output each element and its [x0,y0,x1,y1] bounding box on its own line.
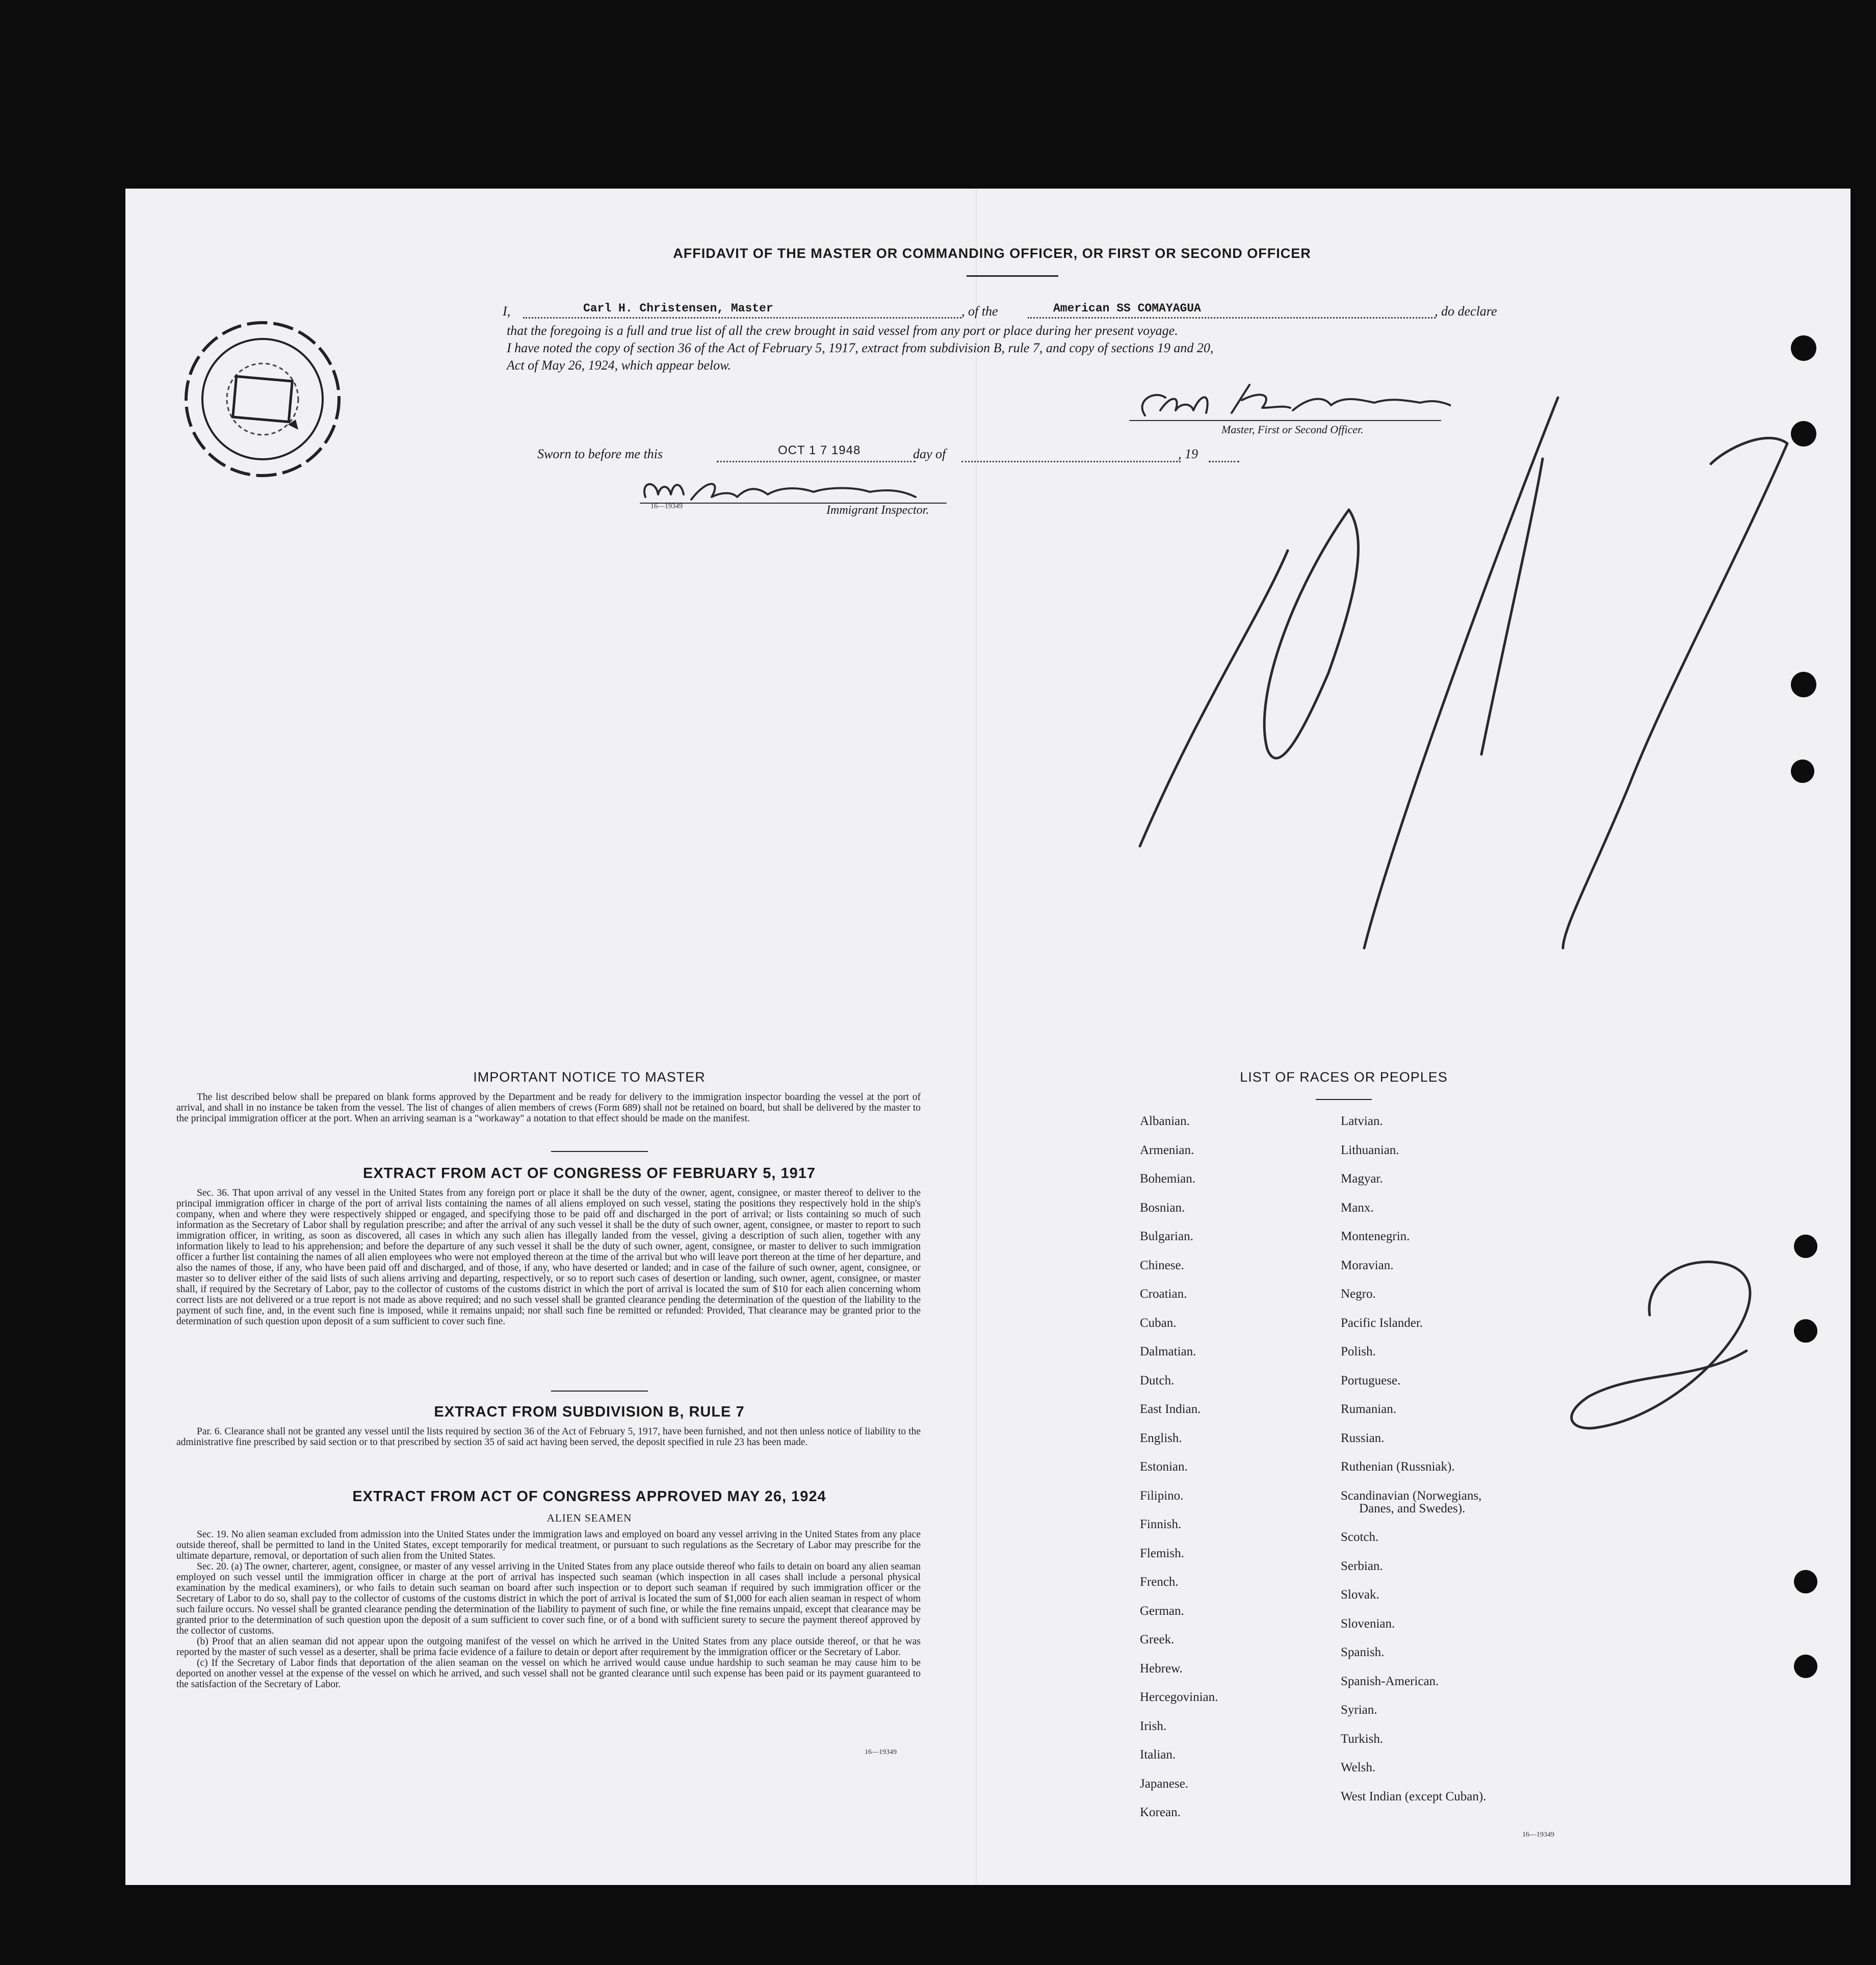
divider [551,1151,648,1152]
race-item: Montenegrin. [1341,1229,1410,1243]
race-item: Portuguese. [1341,1373,1401,1387]
section-20b-paragraph: (b) Proof that an alien seaman did not appear upon the outgoing manifest of the vessel on which he arrived in the United States from any place outside thereof, or that he was reported by the master of such vessel as a deserter, shall be prima facie evidence of a failure to detain or deport after requirement by the immigration officer or the Secretary of Labor. [176,1636,921,1658]
punch-hole [1794,1570,1817,1593]
divider [967,275,1058,277]
affidavit-line-2: that the foregoing is a full and true list of all the crew brought in said vessel from any port or place during her present voyage. [507,323,1178,338]
race-item: Turkish. [1341,1732,1384,1746]
pencil-annotation-number [1125,387,1797,1142]
race-item: Hebrew. [1140,1661,1183,1675]
section-36-paragraph: Sec. 36. That upon arrival of any vessel in the United States from any foreign port or place it shall be the duty of the owner, agent, consignee, or master thereof to deliver to the principal immigration officer in charge of the port of arrival lists containing the names of all aliens employed on such vessel, stating the positions they respectively hold in the ship's company, when and where they were respectively shipped or engaged, and specifying those to be paid off and discharged in the port of arrival; or lists containing so much of such information as the Secretary of Labor shall by regulation prescribe; and after the arrival of any such vessel it shall be the duty of such owner, agent, consignee, or master to report to such immigration officer, in writing, as soon as discovered, all cases in which any such alien has illegally landed from the vessel, giving a description of such alien, together with any information likely to lead to his apprehension; and before the departure of any such vessel it shall be the duty of such owner, agent, consignee, or master to deliver to such immigration officer a further list containing the names of all alien employees who were not employed thereon at the time of the arrival but who will leave port thereon at the time of her departure, and also the names of those, if any, who have been paid off and discharged, and of those, if any, who have deserted or landed; and in case of the failure of such owner, agent, consignee, or master so to deliver either of the said lists of such aliens arriving and departing, respectively, or so to report such cases of desertion or landing, such owner, agent, consignee, or master shall, if required by the Secretary of Labor, pay to the collector of customs of the customs district in which the port of arrival is located the sum of $10 for each alien concerning whom correct lists are not delivered or a true report is not made as above required; and no such vessel shall be granted clearance pending the determination of the question of the liability to the payment of such fine, and, in the event such fine is imposed, while it remains unpaid; nor shall such fine be remitted or refunded: Provided, That clearance may be granted prior to the determination of such question upon deposit of a sum sufficient to cover such fine. [176,1188,921,1327]
race-item: Serbian. [1341,1559,1383,1573]
race-item: Danes, and Swedes). [1359,1501,1466,1515]
race-item: Negro. [1341,1287,1376,1301]
punch-hole [1791,672,1816,697]
race-item: English. [1140,1431,1182,1445]
affidavit-line-3: I have noted the copy of section 36 of the Act of February 5, 1917, extract from subdivision B, rule 7, and copy of sections 19 and 20, [507,340,1214,355]
race-item: Chinese. [1140,1258,1184,1272]
notice-text [176,1092,921,1124]
notice-title: IMPORTANT NOTICE TO MASTER [473,1069,706,1085]
race-item: Dutch. [1140,1373,1175,1387]
race-item: Moravian. [1341,1258,1394,1272]
race-item: Latvian. [1341,1114,1383,1128]
race-item: Armenian. [1140,1143,1194,1157]
notice-paragraph: The list described below shall be prepared on blank forms approved by the Department and be ready for delivery to the immigration inspector boarding the vessel at the port of arrival, and shall in no instance be taken from the vessel. The list of changes of alien members of crews (Form 689) shall not be retained on board, but shall be delivered by the master to the principal immigration officer at the port. When an arriving seaman is a "workaway" a notation to that effect should be made on the manifest. [176,1092,921,1124]
race-item: West Indian (except Cuban). [1341,1789,1487,1803]
sworn-date-stamp: OCT 1 7 1948 [778,443,861,457]
section-19-paragraph: Sec. 19. No alien seaman excluded from admission into the United States under the immigration laws and employed on board any vessel arriving in the United States from any place outside thereof, shall be permitted to land in the United States, except temporarily for medical treatment, or pursuant to such regulations as the Secretary of Labor may prescribe for the ultimate departure, removal, or deportation of such alien from the United States. [176,1529,921,1561]
race-item: Scandinavian (Norwegians, [1341,1488,1482,1503]
declarant-prefix: I, [503,304,511,319]
race-item: Hercegovinian. [1140,1690,1218,1704]
alien-seamen-subtitle: ALIEN SEAMEN [546,1512,632,1524]
race-item: Cuban. [1140,1316,1177,1330]
inspector-title: Immigrant Inspector. [826,504,929,517]
sworn-label: Sworn to before me this [537,447,663,461]
race-item: Magyar. [1341,1172,1383,1186]
fold-line [976,189,977,1885]
form-number-races: 16—19349 [1522,1831,1554,1839]
affidavit-line-4: Act of May 26, 1924, which appear below. [507,358,732,373]
races-title: LIST OF RACES OR PEOPLES [1240,1069,1448,1085]
race-item: Japanese. [1140,1776,1189,1791]
date-stamp [184,320,342,478]
extract-1924-title: EXTRACT FROM ACT OF CONGRESS APPROVED MAY 26, 1924 [352,1488,826,1505]
form-number-notice: 16—19349 [865,1748,897,1756]
punch-hole [1794,1655,1817,1678]
race-item: Bulgarian. [1140,1229,1193,1243]
race-item: Finnish. [1140,1517,1182,1531]
punch-hole [1794,1319,1817,1343]
rule-7-title: EXTRACT FROM SUBDIVISION B, RULE 7 [434,1404,745,1420]
fill-line [717,461,916,462]
fill-line [1028,317,1436,319]
punch-hole [1791,759,1814,783]
affidavit-title: AFFIDAVIT OF THE MASTER OR COMMANDING OFFICER, OR FIRST OR SECOND OFFICER [673,246,1311,261]
race-item: Italian. [1140,1748,1176,1762]
day-of-label: day of [913,447,946,461]
race-item: Albanian. [1140,1114,1190,1128]
race-item: Slovenian. [1341,1616,1395,1631]
race-item: Bohemian. [1140,1172,1196,1186]
extract-1917-text [176,1188,921,1327]
rule-7-text [176,1426,921,1448]
race-item: Spanish. [1341,1645,1385,1660]
year-prefix: , 19 [1178,447,1198,461]
race-item: German. [1140,1604,1184,1618]
pencil-annotation-two [1512,1228,1757,1453]
race-item: Lithuanian. [1341,1143,1399,1157]
race-item: Scotch. [1341,1530,1379,1544]
extract-1924-text [176,1529,921,1690]
race-item: Welsh. [1341,1761,1376,1775]
document-page [125,189,1851,1885]
race-item: Bosnian. [1140,1200,1185,1215]
signature-title: Master, First or Second Officer. [1221,423,1364,436]
race-item: Irish. [1140,1719,1167,1733]
section-20c-paragraph: (c) If the Secretary of Labor finds that deportation of the alien seaman on the vessel on which he arrived would cause undue hardship to such seaman he may cause him to be deported on another vessel at the expense of the vessel on which he arrived, and such vessel shall not be granted clearance until such expense has been paid or its payment guaranteed to the satisfaction of the Secretary of Labor. [176,1658,921,1690]
race-item: Slovak. [1341,1588,1379,1602]
form-number-affidavit: 16—19349 [650,503,683,510]
race-item: Dalmatian. [1140,1345,1196,1358]
race-item: Manx. [1341,1200,1374,1215]
race-item: East Indian. [1140,1402,1201,1416]
extract-1917-title: EXTRACT FROM ACT OF CONGRESS OF FEBRUARY 5, 1917 [362,1165,816,1182]
race-item: Filipino. [1140,1488,1184,1503]
rule-7-paragraph: Par. 6. Clearance shall not be granted any vessel until the lists required by section 36 of the Act of February 5, 1917, have been furnished, and not then unless notice of liability to the administrative fine prescribed by said section or to that prescribed by section 35 of said act having been served, the deposit specified in rule 23 has been made. [176,1426,921,1448]
vessel-name: American SS COMAYAGUA [1053,302,1201,315]
section-20a-paragraph: Sec. 20. (a) The owner, charterer, agent, consignee, or master of any vessel arriving in the United States from any place outside thereof who fails to detain on board any alien seaman employed on such vessel until the immigration officer in charge at the port of arrival has inspected such seaman (which inspection in all cases shall include a personal physical examination by the medical examiners), or who fails to detain such seaman on board after such inspection or to deport such seaman if required by such immigration officer or the Secretary of Labor to do so, shall pay to the collector of customs of the customs district in which the port of arrival is located the sum of $1,000 for each alien seaman in respect of whom such failure occurs. No vessel shall be granted clearance pending the determination of the liability to payment of such fine, or while the fine remains unpaid, except that clearance may be granted prior to the determination of such question upon the deposit of a sum sufficient to cover such fine, or of a bond with sufficient surety to secure the payment thereof approved by the collector of customs. [176,1561,921,1636]
divider [1316,1099,1372,1100]
race-item: French. [1140,1575,1179,1589]
race-item: Syrian. [1341,1703,1377,1717]
race-item: Greek. [1140,1633,1175,1646]
race-item: Pacific Islander. [1341,1316,1423,1330]
race-item: Spanish-American. [1341,1674,1439,1688]
race-item: Estonian. [1140,1460,1188,1474]
race-item: Flemish. [1140,1546,1184,1560]
race-item: Korean. [1140,1805,1181,1819]
race-item: Rumanian. [1341,1402,1397,1416]
punch-hole [1794,1235,1817,1258]
declarant-name: Carl H. Christensen, Master [583,302,773,315]
do-declare-label: , do declare [1435,304,1497,319]
race-item: Russian. [1341,1431,1385,1445]
race-item: Ruthenian (Russniak). [1341,1460,1455,1474]
race-item: Croatian. [1140,1287,1187,1301]
punch-hole [1791,335,1816,361]
affidavit-text [507,322,1536,374]
race-item: Polish. [1341,1345,1376,1358]
fill-line [523,317,961,319]
of-the-label: , of the [961,304,998,319]
divider [551,1391,648,1392]
punch-hole [1791,421,1816,447]
